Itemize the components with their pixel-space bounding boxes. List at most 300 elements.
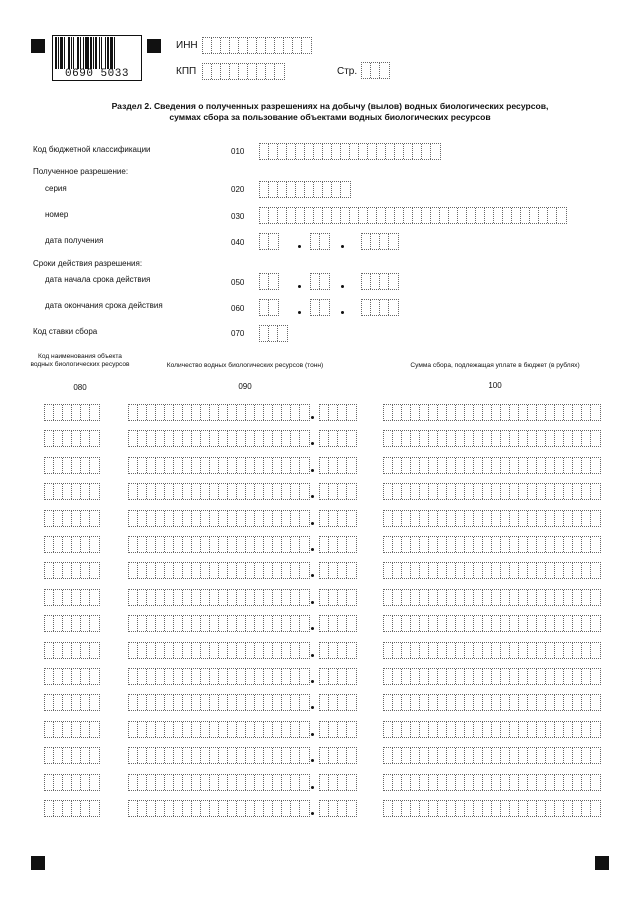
char-cell	[314, 182, 323, 197]
char-cell	[528, 722, 537, 737]
char-cell	[282, 405, 291, 420]
row-quantity-fraction-field[interactable]	[319, 510, 357, 527]
char-cell	[528, 616, 537, 631]
row-amount-field[interactable]	[383, 483, 601, 500]
char-cell	[501, 511, 510, 526]
row-quantity-integer-field[interactable]	[128, 615, 310, 632]
page-number-field[interactable]	[361, 62, 390, 79]
char-cell	[380, 234, 389, 249]
row-amount-field[interactable]	[383, 510, 601, 527]
char-cell	[377, 144, 386, 159]
char-cell	[255, 695, 264, 710]
date-received-label: дата получения	[45, 236, 104, 245]
char-cell	[90, 775, 99, 790]
char-cell	[564, 616, 573, 631]
char-cell	[90, 616, 99, 631]
row-object-code-field[interactable]	[44, 721, 100, 738]
row-quantity-fraction-field[interactable]	[319, 457, 357, 474]
row-quantity-fraction-field[interactable]	[319, 483, 357, 500]
char-cell	[147, 431, 156, 446]
row-amount-field[interactable]	[383, 457, 601, 474]
char-cell	[165, 643, 174, 658]
char-cell	[393, 484, 402, 499]
start-date-year[interactable]	[361, 273, 399, 290]
char-cell	[537, 484, 546, 499]
char-cell	[248, 64, 257, 79]
char-cell	[291, 590, 300, 605]
row-quantity-integer-field[interactable]	[128, 589, 310, 606]
row-quantity-integer-field[interactable]	[128, 747, 310, 764]
date-received-month[interactable]	[310, 233, 330, 250]
char-cell	[219, 669, 228, 684]
date-received-year[interactable]	[361, 233, 399, 250]
char-cell	[411, 643, 420, 658]
char-cell	[237, 748, 246, 763]
char-cell	[230, 64, 239, 79]
char-cell	[555, 431, 564, 446]
char-cell	[63, 458, 72, 473]
char-cell	[384, 748, 393, 763]
char-cell	[90, 405, 99, 420]
char-cell	[192, 722, 201, 737]
row-quantity-fraction-field[interactable]	[319, 430, 357, 447]
char-cell	[528, 643, 537, 658]
char-cell	[156, 537, 165, 552]
char-cell	[174, 643, 183, 658]
kbk-field[interactable]	[259, 143, 441, 160]
char-cell	[255, 458, 264, 473]
char-cell	[264, 616, 273, 631]
kpp-field[interactable]	[202, 63, 285, 80]
char-cell	[323, 144, 332, 159]
char-cell	[273, 458, 282, 473]
row-object-code-field[interactable]	[44, 774, 100, 791]
char-cell	[45, 775, 54, 790]
char-cell	[63, 748, 72, 763]
inn-field[interactable]	[202, 37, 312, 54]
char-cell	[413, 144, 422, 159]
char-cell	[282, 748, 291, 763]
char-cell	[591, 537, 600, 552]
char-cell	[273, 484, 282, 499]
end-date-code: 060	[231, 304, 245, 313]
char-cell	[45, 722, 54, 737]
row-amount-field[interactable]	[383, 747, 601, 764]
char-cell	[192, 616, 201, 631]
char-cell	[359, 144, 368, 159]
char-cell	[510, 669, 519, 684]
char-cell	[347, 643, 356, 658]
char-cell	[546, 722, 555, 737]
row-amount-field[interactable]	[383, 430, 601, 447]
char-cell	[564, 484, 573, 499]
char-cell	[329, 458, 338, 473]
row-quantity-fraction-field[interactable]	[319, 800, 357, 817]
char-cell	[63, 801, 72, 816]
char-cell	[183, 801, 192, 816]
row-quantity-integer-field[interactable]	[128, 457, 310, 474]
char-cell	[183, 695, 192, 710]
row-object-code-field[interactable]	[44, 404, 100, 421]
char-cell	[402, 563, 411, 578]
char-cell	[501, 643, 510, 658]
char-cell	[174, 722, 183, 737]
char-cell	[165, 484, 174, 499]
char-cell	[456, 669, 465, 684]
row-quantity-fraction-field[interactable]	[319, 404, 357, 421]
char-cell	[183, 511, 192, 526]
char-cell	[501, 616, 510, 631]
char-cell	[228, 590, 237, 605]
char-cell	[338, 695, 347, 710]
char-cell	[129, 695, 138, 710]
row-quantity-integer-field[interactable]	[128, 562, 310, 579]
char-cell	[519, 431, 528, 446]
char-cell	[54, 643, 63, 658]
char-cell	[293, 38, 302, 53]
char-cell	[156, 722, 165, 737]
char-cell	[377, 208, 386, 223]
decimal-separator	[311, 601, 314, 604]
char-cell	[347, 458, 356, 473]
char-cell	[219, 722, 228, 737]
char-cell	[183, 722, 192, 737]
char-cell	[456, 511, 465, 526]
char-cell	[510, 695, 519, 710]
row-quantity-fraction-field[interactable]	[319, 536, 357, 553]
date-separator	[298, 245, 301, 248]
char-cell	[384, 537, 393, 552]
char-cell	[429, 748, 438, 763]
row-amount-field[interactable]	[383, 536, 601, 553]
char-cell	[138, 748, 147, 763]
char-cell	[483, 458, 492, 473]
char-cell	[474, 801, 483, 816]
char-cell	[332, 144, 341, 159]
char-cell	[156, 590, 165, 605]
char-cell	[429, 563, 438, 578]
char-cell	[591, 669, 600, 684]
char-cell	[474, 458, 483, 473]
char-cell	[201, 669, 210, 684]
char-cell	[447, 431, 456, 446]
char-cell	[474, 431, 483, 446]
row-object-code-field[interactable]	[44, 589, 100, 606]
char-cell	[411, 775, 420, 790]
char-cell	[320, 616, 329, 631]
char-cell	[591, 801, 600, 816]
char-cell	[174, 431, 183, 446]
char-cell	[347, 511, 356, 526]
char-cell	[219, 431, 228, 446]
row-quantity-integer-field[interactable]	[128, 642, 310, 659]
char-cell	[474, 695, 483, 710]
char-cell	[555, 775, 564, 790]
char-cell	[246, 431, 255, 446]
char-cell	[147, 590, 156, 605]
char-cell	[573, 643, 582, 658]
char-cell	[237, 590, 246, 605]
date-received-day[interactable]	[259, 233, 279, 250]
row-amount-field[interactable]	[383, 642, 601, 659]
row-quantity-integer-field[interactable]	[128, 721, 310, 738]
char-cell	[81, 748, 90, 763]
decimal-separator	[311, 627, 314, 630]
char-cell	[573, 695, 582, 710]
char-cell	[338, 590, 347, 605]
char-cell	[174, 405, 183, 420]
row-quantity-integer-field[interactable]	[128, 430, 310, 447]
char-cell	[192, 775, 201, 790]
char-cell	[192, 537, 201, 552]
char-cell	[174, 775, 183, 790]
row-object-code-field[interactable]	[44, 562, 100, 579]
char-cell	[483, 511, 492, 526]
char-cell	[338, 563, 347, 578]
char-cell	[314, 144, 323, 159]
char-cell	[546, 431, 555, 446]
number-field[interactable]	[259, 207, 567, 224]
char-cell	[183, 458, 192, 473]
char-cell	[564, 643, 573, 658]
char-cell	[210, 590, 219, 605]
char-cell	[501, 775, 510, 790]
start-date-month[interactable]	[310, 273, 330, 290]
row-amount-field[interactable]	[383, 721, 601, 738]
char-cell	[287, 182, 296, 197]
corner-marker-top-right	[147, 39, 161, 53]
char-cell	[519, 669, 528, 684]
char-cell	[221, 38, 230, 53]
char-cell	[395, 144, 404, 159]
end-date-day[interactable]	[259, 299, 279, 316]
char-cell	[210, 405, 219, 420]
char-cell	[174, 563, 183, 578]
char-cell	[447, 748, 456, 763]
permit-label: Полученное разрешение:	[33, 167, 129, 176]
row-amount-field[interactable]	[383, 562, 601, 579]
char-cell	[447, 458, 456, 473]
char-cell	[347, 695, 356, 710]
rate-code-label: Код ставки сбора	[33, 327, 98, 336]
char-cell	[282, 590, 291, 605]
char-cell	[483, 590, 492, 605]
char-cell	[54, 511, 63, 526]
char-cell	[311, 234, 320, 249]
row-amount-field[interactable]	[383, 615, 601, 632]
row-object-code-field[interactable]	[44, 800, 100, 817]
char-cell	[129, 431, 138, 446]
rate-code-code: 070	[231, 329, 245, 338]
char-cell	[165, 563, 174, 578]
char-cell	[54, 695, 63, 710]
char-cell	[420, 669, 429, 684]
char-cell	[147, 563, 156, 578]
row-quantity-fraction-field[interactable]	[319, 615, 357, 632]
char-cell	[311, 274, 320, 289]
row-object-code-field[interactable]	[44, 536, 100, 553]
char-cell	[228, 801, 237, 816]
row-quantity-fraction-field[interactable]	[319, 721, 357, 738]
rate-code-field[interactable]	[259, 325, 288, 342]
row-amount-field[interactable]	[383, 774, 601, 791]
char-cell	[129, 537, 138, 552]
row-quantity-fraction-field[interactable]	[319, 668, 357, 685]
char-cell	[510, 431, 519, 446]
char-cell	[264, 643, 273, 658]
char-cell	[465, 458, 474, 473]
char-cell	[63, 405, 72, 420]
decimal-separator	[311, 469, 314, 472]
char-cell	[329, 722, 338, 737]
char-cell	[219, 748, 228, 763]
char-cell	[501, 431, 510, 446]
char-cell	[156, 405, 165, 420]
char-cell	[447, 643, 456, 658]
char-cell	[393, 563, 402, 578]
char-cell	[291, 458, 300, 473]
row-object-code-field[interactable]	[44, 694, 100, 711]
char-cell	[528, 537, 537, 552]
char-cell	[81, 643, 90, 658]
date-received-code: 040	[231, 238, 245, 247]
row-quantity-integer-field[interactable]	[128, 668, 310, 685]
char-cell	[129, 484, 138, 499]
char-cell	[300, 537, 309, 552]
char-cell	[273, 801, 282, 816]
char-cell	[465, 431, 474, 446]
char-cell	[492, 801, 501, 816]
char-cell	[329, 431, 338, 446]
char-cell	[54, 405, 63, 420]
char-cell	[384, 458, 393, 473]
row-object-code-field[interactable]	[44, 668, 100, 685]
char-cell	[429, 511, 438, 526]
row-quantity-integer-field[interactable]	[128, 536, 310, 553]
row-amount-field[interactable]	[383, 668, 601, 685]
row-quantity-fraction-field[interactable]	[319, 774, 357, 791]
row-quantity-integer-field[interactable]	[128, 694, 310, 711]
char-cell	[564, 669, 573, 684]
row-object-code-field[interactable]	[44, 483, 100, 500]
char-cell	[465, 405, 474, 420]
row-object-code-field[interactable]	[44, 747, 100, 764]
char-cell	[564, 775, 573, 790]
char-cell	[519, 590, 528, 605]
char-cell	[404, 208, 413, 223]
char-cell	[246, 590, 255, 605]
char-cell	[546, 748, 555, 763]
char-cell	[393, 695, 402, 710]
date-separator	[341, 245, 344, 248]
end-date-year[interactable]	[361, 299, 399, 316]
char-cell	[438, 563, 447, 578]
start-date-day[interactable]	[259, 273, 279, 290]
char-cell	[528, 431, 537, 446]
char-cell	[501, 537, 510, 552]
char-cell	[90, 695, 99, 710]
char-cell	[573, 722, 582, 737]
char-cell	[183, 405, 192, 420]
char-cell	[492, 405, 501, 420]
row-amount-field[interactable]	[383, 404, 601, 421]
row-object-code-field[interactable]	[44, 642, 100, 659]
char-cell	[210, 458, 219, 473]
char-cell	[474, 616, 483, 631]
row-quantity-integer-field[interactable]	[128, 510, 310, 527]
char-cell	[438, 431, 447, 446]
row-quantity-fraction-field[interactable]	[319, 562, 357, 579]
char-cell	[440, 208, 449, 223]
char-cell	[492, 695, 501, 710]
char-cell	[174, 616, 183, 631]
char-cell	[582, 458, 591, 473]
char-cell	[458, 208, 467, 223]
char-cell	[320, 748, 329, 763]
row-amount-field[interactable]	[383, 694, 601, 711]
char-cell	[492, 643, 501, 658]
row-quantity-fraction-field[interactable]	[319, 747, 357, 764]
char-cell	[219, 405, 228, 420]
char-cell	[255, 590, 264, 605]
char-cell	[90, 669, 99, 684]
char-cell	[264, 775, 273, 790]
row-quantity-fraction-field[interactable]	[319, 589, 357, 606]
char-cell	[591, 616, 600, 631]
char-cell	[591, 643, 600, 658]
char-cell	[305, 182, 314, 197]
char-cell	[300, 695, 309, 710]
char-cell	[237, 458, 246, 473]
char-cell	[63, 511, 72, 526]
char-cell	[147, 616, 156, 631]
row-quantity-integer-field[interactable]	[128, 800, 310, 817]
char-cell	[72, 775, 81, 790]
row-quantity-integer-field[interactable]	[128, 774, 310, 791]
row-quantity-integer-field[interactable]	[128, 483, 310, 500]
row-object-code-field[interactable]	[44, 510, 100, 527]
char-cell	[555, 405, 564, 420]
char-cell	[338, 748, 347, 763]
char-cell	[519, 775, 528, 790]
row-object-code-field[interactable]	[44, 430, 100, 447]
char-cell	[546, 511, 555, 526]
char-cell	[201, 775, 210, 790]
char-cell	[546, 484, 555, 499]
char-cell	[228, 537, 237, 552]
char-cell	[237, 669, 246, 684]
row-quantity-integer-field[interactable]	[128, 404, 310, 421]
series-field[interactable]	[259, 181, 351, 198]
row-amount-field[interactable]	[383, 589, 601, 606]
char-cell	[90, 563, 99, 578]
char-cell	[429, 643, 438, 658]
char-cell	[519, 458, 528, 473]
row-quantity-fraction-field[interactable]	[319, 694, 357, 711]
char-cell	[90, 722, 99, 737]
char-cell	[291, 775, 300, 790]
char-cell	[138, 405, 147, 420]
char-cell	[429, 458, 438, 473]
row-amount-field[interactable]	[383, 800, 601, 817]
char-cell	[90, 801, 99, 816]
row-quantity-fraction-field[interactable]	[319, 642, 357, 659]
row-object-code-field[interactable]	[44, 457, 100, 474]
end-date-month[interactable]	[310, 299, 330, 316]
row-object-code-field[interactable]	[44, 615, 100, 632]
char-cell	[72, 590, 81, 605]
char-cell	[582, 537, 591, 552]
